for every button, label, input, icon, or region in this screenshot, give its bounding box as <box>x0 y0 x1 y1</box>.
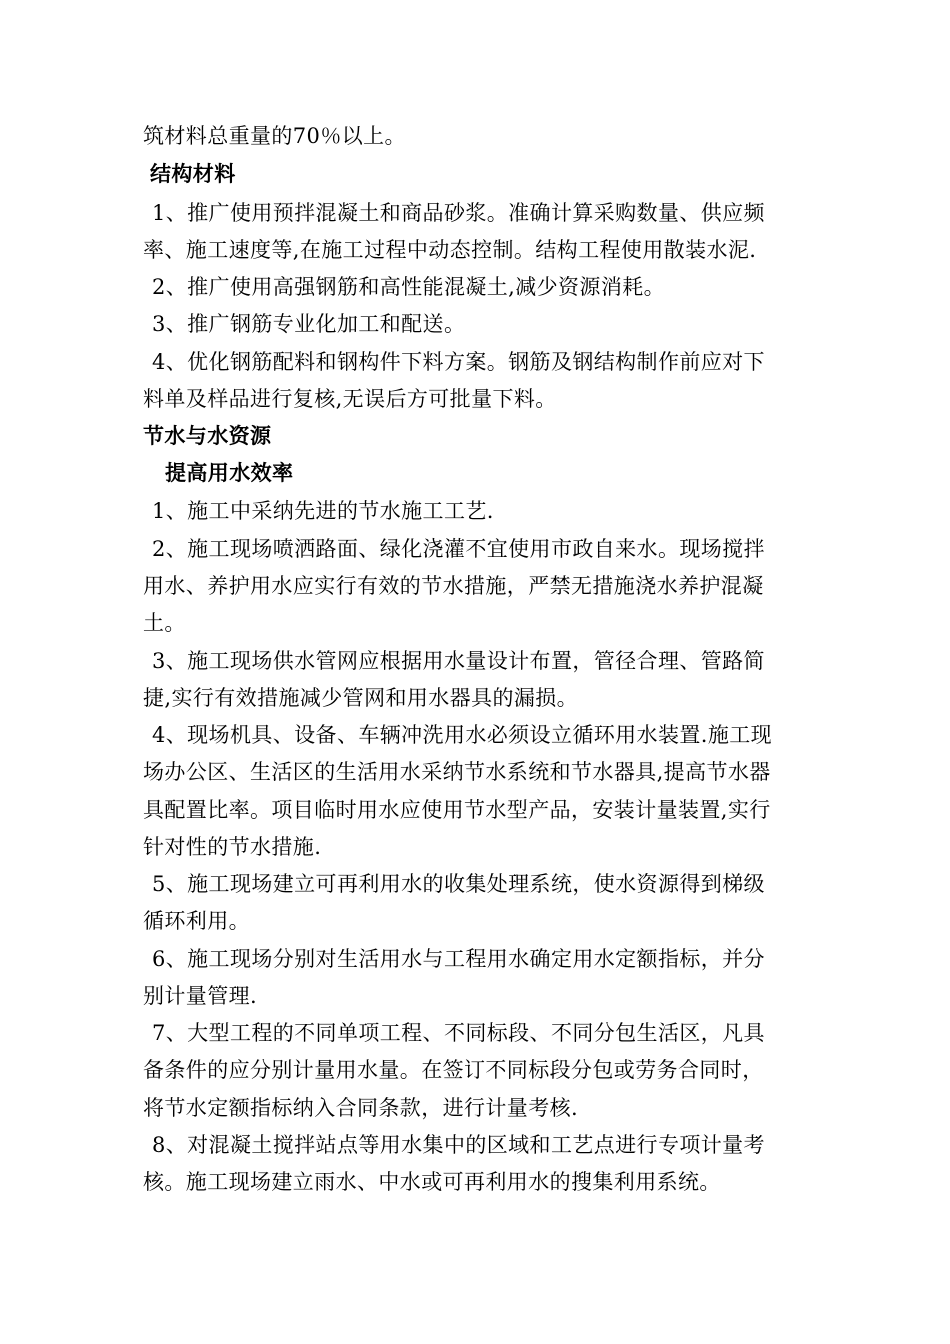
text-line: 1、施工中采纳先进的节水施工工艺. <box>152 499 494 523</box>
text-line: 备条件的应分别计量用水量。在签订不同标段分包或劳务合同时， <box>143 1058 764 1082</box>
text-line: 土。 <box>143 611 186 635</box>
text-line: 核。施工现场建立雨水、中水或可再利用水的搜集利用系统。 <box>143 1170 721 1194</box>
text-line: 针对性的节水措施. <box>143 835 322 859</box>
text-line: 4、现场机具、设备、车辆冲洗用水必须设立循环用水装置.施工现 <box>152 723 773 747</box>
text-line: 料单及样品进行复核,无误后方可批量下料。 <box>143 387 557 411</box>
text-line: 6、施工现场分别对生活用水与工程用水确定用水定额指标，并分 <box>152 947 765 971</box>
text-line: 筑材料总重量的70％以上。 <box>143 124 406 148</box>
text-line: 3、施工现场供水管网应根据用水量设计布置，管径合理、管路简 <box>152 649 765 673</box>
text-line: 2、推广使用高强钢筋和高性能混凝土,减少资源消耗。 <box>152 275 666 299</box>
text-line: 率、施工速度等,在施工过程中动态控制。结构工程使用散装水泥. <box>143 238 757 262</box>
text-line: 7、大型工程的不同单项工程、不同标段、不同分包生活区，凡具 <box>152 1021 765 1045</box>
text-line: 捷,实行有效措施减少管网和用水器具的漏损。 <box>143 686 579 710</box>
text-line: 8、对混凝土搅拌站点等用水集中的区域和工艺点进行专项计量考 <box>152 1133 765 1157</box>
text-line: 1、推广使用预拌混凝土和商品砂浆。准确计算采购数量、供应频 <box>152 201 765 225</box>
section-heading: 结构材料 <box>150 162 236 186</box>
text-line: 具配置比率。项目临时用水应使用节水型产品，安装计量装置,实行 <box>143 798 771 822</box>
text-line: 场办公区、生活区的生活用水采纳节水系统和节水器具,提高节水器 <box>143 760 771 784</box>
section-heading: 节水与水资源 <box>143 424 272 448</box>
text-line: 2、施工现场喷洒路面、绿化浇灌不宜使用市政自来水。现场搅拌 <box>152 537 765 561</box>
text-line: 3、推广钢筋专业化加工和配送。 <box>152 312 466 336</box>
text-line: 4、优化钢筋配料和钢构件下料方案。钢筋及钢结构制作前应对下 <box>152 350 765 374</box>
text-line: 将节水定额指标纳入合同条款，进行计量考核. <box>143 1096 579 1120</box>
subsection-heading: 提高用水效率 <box>165 461 294 485</box>
text-line: 用水、养护用水应实行有效的节水措施，严禁无措施浇水养护混凝 <box>143 574 764 598</box>
text-line: 循环利用。 <box>143 909 250 933</box>
text-line: 别计量管理. <box>143 984 258 1008</box>
text-line: 5、施工现场建立可再利用水的收集处理系统，使水资源得到梯级 <box>152 872 765 896</box>
